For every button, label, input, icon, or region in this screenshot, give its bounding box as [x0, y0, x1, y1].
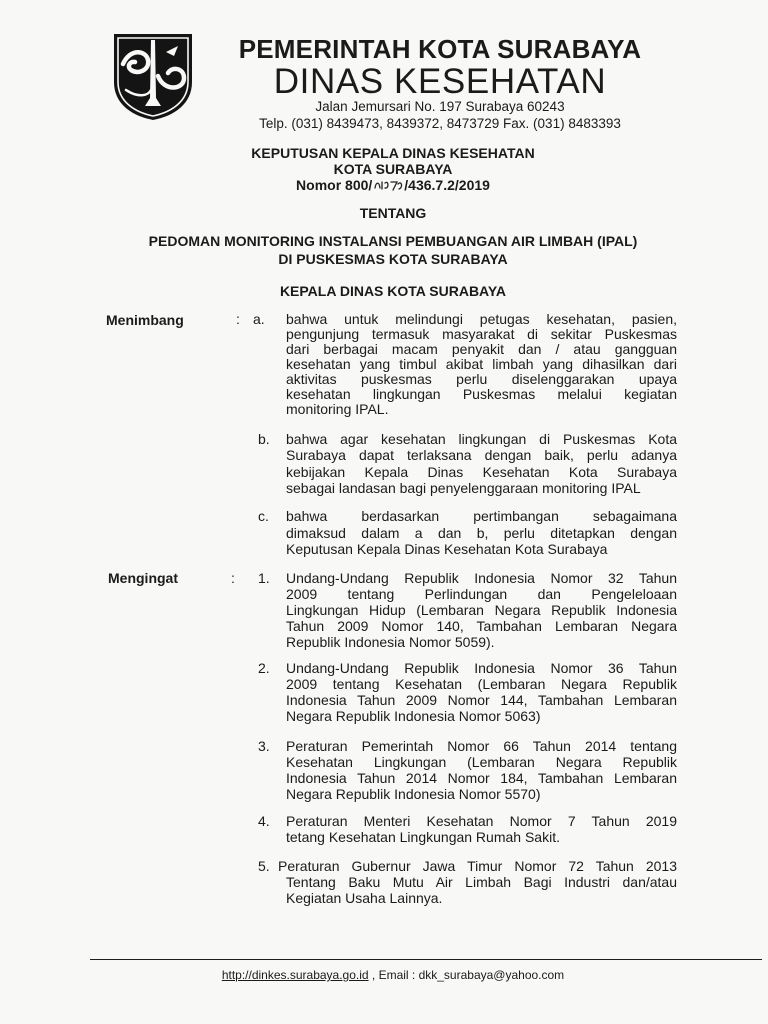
- text-line: Kegiatan Usaha Lainnya.: [286, 890, 443, 906]
- text-line: kebijakan Kepala Dinas Kesehatan Kota Surabaya: [286, 463, 677, 480]
- text-line: 2009 tentang Perlindungan dan Pengeleloaan: [286, 586, 677, 602]
- text-line: sebagai landasan bagi penyelenggaraan monitoring IPAL: [286, 479, 641, 496]
- item-text: [278, 858, 677, 906]
- text-line: Negara Republik Indonesia Nomor 5570): [286, 786, 541, 802]
- text-line: Peraturan Menteri Kesehatan Nomor 7 Tahun 2019: [286, 813, 677, 829]
- text-line: Tentang Baku Mutu Air Limbah Bagi Industri dan/atau: [286, 874, 677, 890]
- section-colon: :: [231, 570, 235, 586]
- text-line: pengunjung termasuk masyarakat di sekitar Puskesmas: [286, 326, 677, 342]
- item-marker: a.: [253, 311, 265, 327]
- text-line: Peraturan Gubernur Jawa Timur Nomor 72 Tahun 2013: [278, 858, 677, 874]
- item-marker: 5.: [258, 858, 270, 874]
- item-marker: 3.: [258, 738, 270, 754]
- item-text: [286, 813, 677, 845]
- item-marker: c.: [258, 508, 269, 524]
- text-line: kesehatan yang timbul akibat limbah yang dihasilkan dari: [286, 356, 677, 372]
- item-text: [286, 738, 677, 802]
- item-marker: b.: [258, 431, 270, 447]
- section-colon: :: [236, 311, 240, 327]
- website-url: http://dinkes.surabaya.go.id: [221, 968, 369, 982]
- text-line: bahwa berdasarkan pertimbangan sebagaimana: [286, 508, 677, 524]
- item-text: [286, 312, 677, 417]
- decree-number-prefix: Nomor 800/: [296, 177, 373, 193]
- item-text: [286, 570, 677, 650]
- item-marker: 2.: [258, 660, 270, 676]
- decree-issuer: KEPALA DINAS KOTA SURABAYA: [279, 283, 507, 299]
- decree-subject-line: PEDOMAN MONITORING INSTALANSI PEMBUANGAN AIR LIMBAH (IPAL): [148, 233, 638, 249]
- text-line: Undang-Undang Republik Indonesia Nomor 32 Tahun: [286, 570, 677, 586]
- text-line: aktivitas puskesmas perlu diselenggarakan upaya: [286, 371, 677, 387]
- agency-name: PEMERINTAH KOTA SURABAYA: [238, 34, 642, 64]
- text-line: Peraturan Pemerintah Nomor 66 Tahun 2014 tentang: [286, 738, 677, 754]
- text-line: Surabaya dapat terlaksana dengan baik, perlu adanya: [286, 447, 677, 464]
- decree-city: KOTA SURABAYA: [333, 161, 453, 177]
- item-text: [286, 660, 677, 724]
- text-line: Undang-Undang Republik Indonesia Nomor 36 Tahun: [286, 660, 677, 676]
- decree-subject-line: DI PUSKESMAS KOTA SURABAYA: [278, 251, 508, 267]
- item-marker: 4.: [258, 813, 270, 829]
- item-marker: 1.: [258, 570, 270, 586]
- address-line: Jalan Jemursari No. 197 Surabaya 60243: [315, 99, 565, 114]
- item-text: [286, 508, 677, 558]
- text-line: dimaksud dalam a dan b, perlu ditetapkan dengan: [286, 524, 677, 541]
- text-line: Keputusan Kepala Dinas Kesehatan Kota Surabaya: [286, 541, 608, 557]
- item-text: [286, 431, 677, 496]
- text-line: bahwa untuk melindungi petugas kesehatan, pasien,: [286, 311, 677, 327]
- text-line: Indonesia Tahun 2014 Nomor 184, Tambahan Lembaran: [286, 770, 677, 786]
- text-line: monitoring IPAL.: [286, 401, 389, 417]
- text-line: Kesehatan Lingkungan (Lembaran Negara Republik: [286, 754, 677, 770]
- text-line: Republik Indonesia Nomor 5059).: [286, 634, 495, 650]
- about-label: TENTANG: [359, 205, 427, 221]
- email-text: , Email : dkk_surabaya@yahoo.com: [368, 968, 565, 982]
- contact-line: Telp. (031) 8439473, 8439372, 8473729 Fax. (031) 8483393: [259, 116, 621, 131]
- text-line: kesehatan lingkungan Puskesmas melalui kegiatan: [286, 386, 677, 402]
- footer-contact: [18, 968, 768, 982]
- text-line: bahwa agar kesehatan lingkungan di Puskesmas Kota: [286, 431, 677, 447]
- decree-number: [18, 177, 768, 193]
- text-line: dari berbagai macam penyakit dan / atau gangguan: [286, 341, 677, 357]
- text-line: tetang Kesehatan Lingkungan Rumah Sakit.: [286, 829, 560, 845]
- text-line: Indonesia Tahun 2009 Nomor 144, Tambahan Lembaran: [286, 692, 677, 708]
- decree-heading: KEPUTUSAN KEPALA DINAS KESEHATAN: [251, 145, 535, 161]
- text-line: Negara Republik Indonesia Nomor 5063): [286, 708, 541, 724]
- department-name: DINAS KESEHATAN: [273, 62, 607, 101]
- text-line: Lingkungan Hidup (Lembaran Negara Republik Indonesia: [286, 602, 677, 618]
- mengingat-label: Mengingat: [108, 570, 178, 586]
- text-line: 2009 tentang Kesehatan (Lembaran Negara Republik: [286, 676, 677, 692]
- menimbang-label: Menimbang: [106, 312, 184, 328]
- surabaya-city-crest-icon: [108, 30, 198, 122]
- decree-number-suffix: /436.7.2/2019: [404, 177, 490, 193]
- handwritten-number: [373, 178, 403, 192]
- footer-divider: [90, 959, 762, 960]
- text-line: Tahun 2009 Nomor 140, Tambahan Lembaran Negara: [286, 618, 677, 634]
